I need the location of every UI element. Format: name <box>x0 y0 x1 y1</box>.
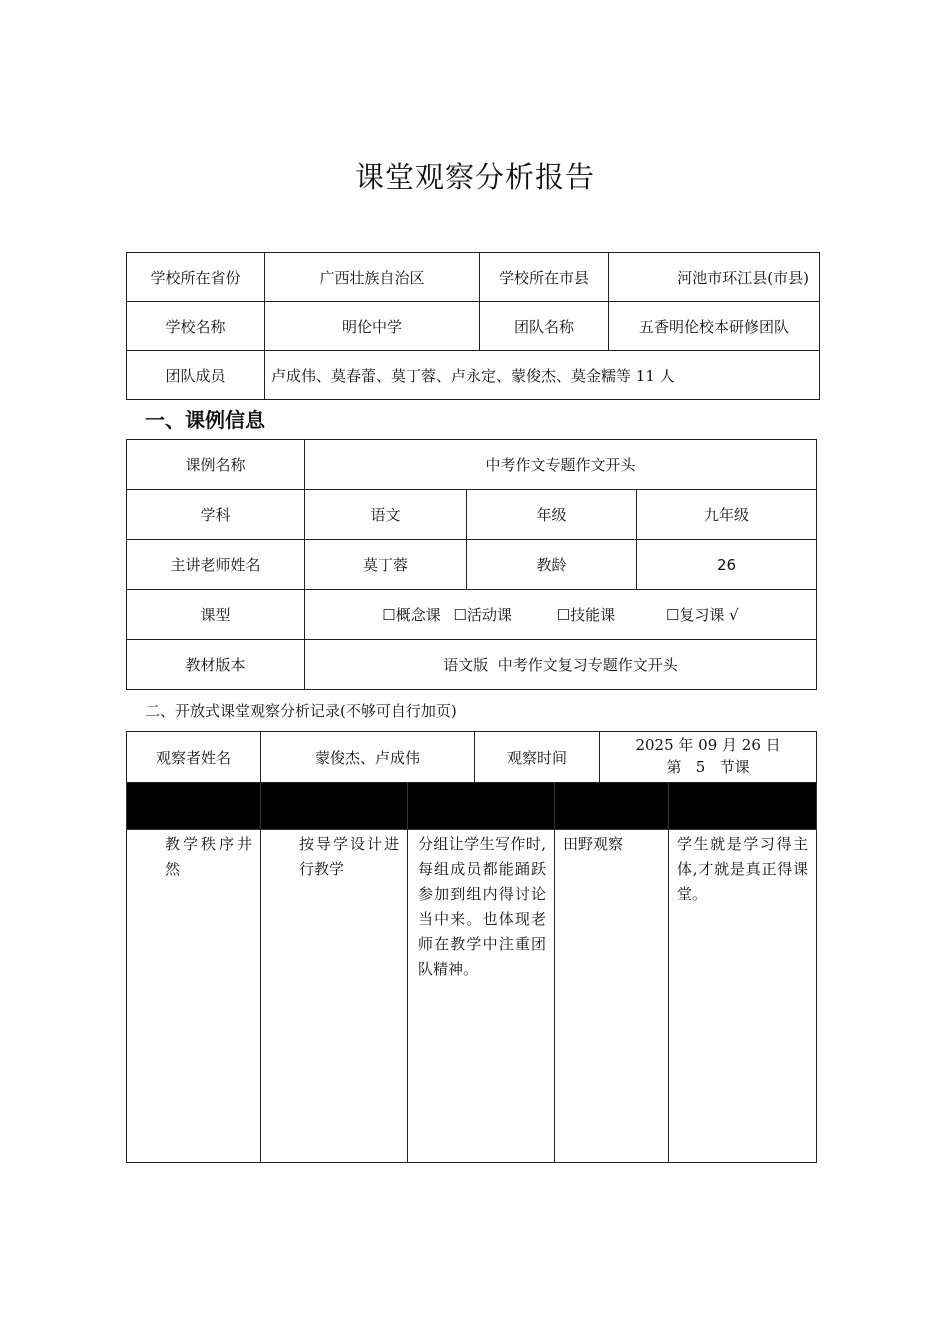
table-row <box>127 830 817 1163</box>
observation-date: 2025 年 09 月 26 日 <box>635 736 781 754</box>
type-option-skill[interactable]: ☐技能课 <box>556 606 616 624</box>
column-header <box>261 783 408 830</box>
teacher-label: 主讲老师姓名 <box>127 540 305 590</box>
type-option-review[interactable]: ☐复习课 √ <box>665 606 739 624</box>
city-value: 河池市环江县(市县) <box>609 253 820 302</box>
lesson-info-table <box>126 439 817 690</box>
edition-label: 教材版本 <box>127 640 305 690</box>
edition-value: 语文版 中考作文复习专题作文开头 <box>305 640 817 690</box>
type-option-activity[interactable]: ☐活动课 <box>453 606 512 624</box>
grade-value: 九年级 <box>637 490 817 540</box>
years-label: 教龄 <box>467 540 637 590</box>
team-label: 团队名称 <box>480 302 609 351</box>
observation-table <box>126 731 817 1163</box>
type-option-concept[interactable]: ☐概念课 <box>382 606 441 624</box>
column-header <box>127 783 261 830</box>
years-value: 26 <box>637 540 817 590</box>
school-value: 明伦中学 <box>265 302 480 351</box>
school-info-table <box>126 252 820 400</box>
record-cell: 学生就是学习得主体,才就是真正得课堂。 <box>669 830 817 1163</box>
section2-heading: 二、开放式课堂观察分析记录(不够可自行加页) <box>145 702 457 720</box>
column-header-row <box>127 783 817 830</box>
school-label: 学校名称 <box>127 302 265 351</box>
observation-period: 第 5 节课 <box>666 758 750 776</box>
teacher-value: 莫丁蓉 <box>305 540 467 590</box>
lesson-value: 中考作文专题作文开头 <box>305 440 817 490</box>
members-value: 卢成伟、莫春蕾、莫丁蓉、卢永定、蒙俊杰、莫金糯等 11 人 <box>265 351 820 400</box>
page-title: 课堂观察分析报告 <box>354 160 595 194</box>
record-cell: 田野观察 <box>555 830 669 1163</box>
team-value: 五香明伦校本研修团队 <box>609 302 820 351</box>
subject-label: 学科 <box>127 490 305 540</box>
column-header <box>555 783 669 830</box>
observer-value: 蒙俊杰、卢成伟 <box>261 732 475 783</box>
record-cell: 按导学设计进行教学 <box>261 830 408 1163</box>
grade-label: 年级 <box>467 490 637 540</box>
city-label: 学校所在市县 <box>480 253 609 302</box>
record-cell: 分组让学生写作时,每组成员都能踊跃参加到组内得讨论当中来。也体现老师在教学中注重团队精神。 <box>408 830 555 1163</box>
time-value <box>600 732 817 783</box>
type-options <box>305 590 817 640</box>
column-header <box>408 783 555 830</box>
province-label: 学校所在省份 <box>127 253 265 302</box>
section1-heading: 一、课例信息 <box>145 408 265 432</box>
province-value: 广西壮族自治区 <box>265 253 480 302</box>
lesson-label: 课例名称 <box>127 440 305 490</box>
time-label: 观察时间 <box>475 732 600 783</box>
subject-value: 语文 <box>305 490 467 540</box>
type-label: 课型 <box>127 590 305 640</box>
record-cell: 教学秩序井然 <box>127 830 261 1163</box>
observer-label: 观察者姓名 <box>127 732 261 783</box>
members-label: 团队成员 <box>127 351 265 400</box>
column-header <box>669 783 817 830</box>
